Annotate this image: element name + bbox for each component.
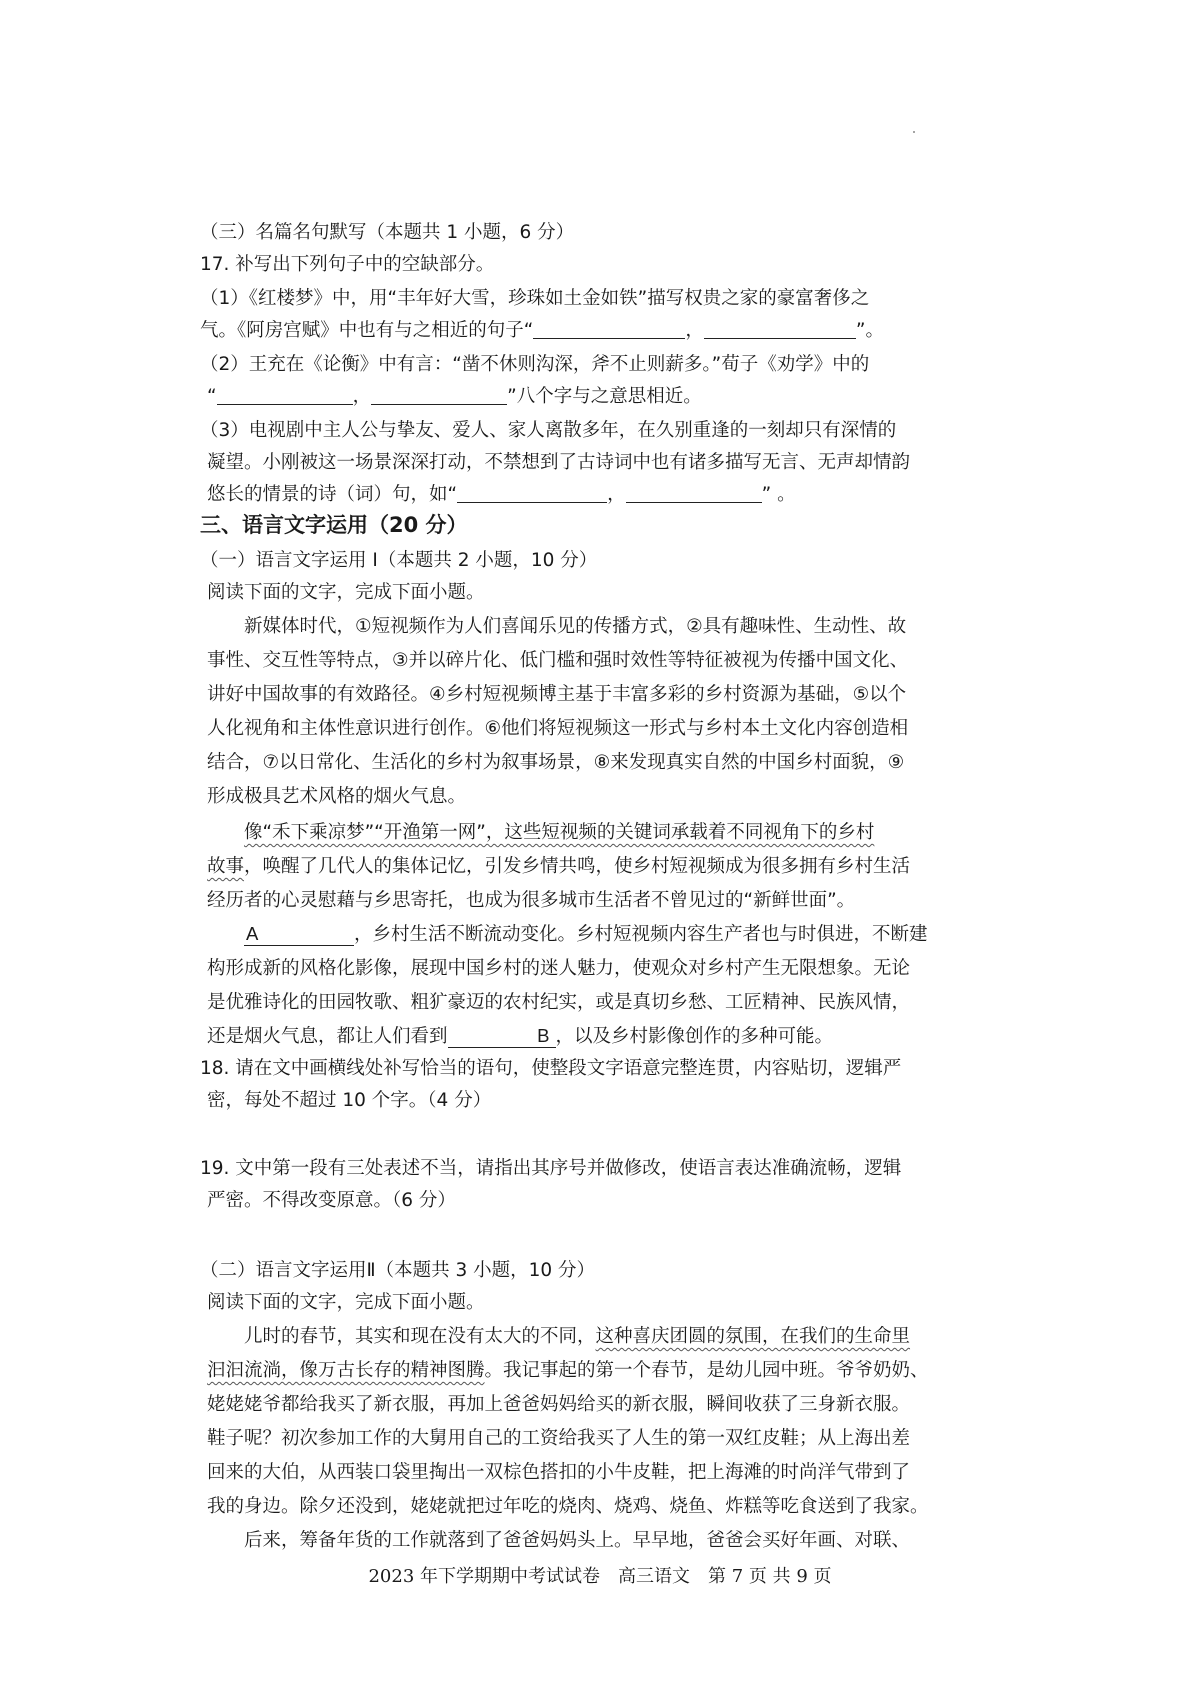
part1-para2-wavy-1: 像“禾下乘凉梦”“开渔第一网”，这些短视频的关键词承载着不同视角下的乡村 (244, 822, 875, 843)
q17-part3-sep: ， (607, 484, 626, 505)
q17-part3-line1: （3）电视剧中主人公与挚友、爱人、家人离散多年，在久别重逢的一刻却只有深情的 (200, 420, 897, 441)
part1-para3-line3: 是优雅诗化的田园牧歌、粗犷豪迈的农村纪实，或是真切乡愁、工匠精神、民族风情， (207, 992, 911, 1013)
part1-para3-line4 (207, 1024, 833, 1050)
q17-part2-blank-1[interactable] (217, 384, 353, 405)
q19-line1: 19. 文中第一段有三处表述不当，请指出其序号并做修改，使语言表达准确流畅，逻辑 (200, 1158, 902, 1179)
corner-dot (913, 131, 915, 133)
section-title: 三、语言文字运用（20 分） (200, 513, 468, 537)
q17-part1-blank-2[interactable] (704, 318, 856, 339)
part2-para1-line4: 鞋子呢？初次参加工作的大舅用自己的工资给我买了人生的第一双红皮鞋；从上海出差 (207, 1428, 911, 1449)
q17-part2-line1: （2）王充在《论衡》中有言：“凿不休则沟深，斧不止则薪多。”荀子《劝学》中的 (200, 354, 870, 375)
part2-intro: 阅读下面的文字，完成下面小题。 (207, 1292, 485, 1313)
part1-para3-pre: 还是烟火气息，都让人们看到 (207, 1026, 448, 1047)
part2-para1-wavy-2: 汩汩流淌，像万古长存的精神图腾 (207, 1360, 485, 1381)
q17-part3-blank-1[interactable] (457, 482, 607, 503)
part1-intro: 阅读下面的文字，完成下面小题。 (207, 582, 485, 603)
q17-part3-blank-2[interactable] (626, 482, 762, 503)
part1-para1-line2: 事性、交互性等特点，③并以碎片化、低门槛和强时效性等特征被视为传播中国文化、 (207, 650, 909, 671)
part1-para1-line6: 形成极具艺术风格的烟火气息。 (207, 786, 467, 807)
q17-part2-pre: “ (207, 386, 217, 407)
part1-title: （一）语言文字运用 I（本题共 2 小题，10 分） (200, 550, 598, 571)
q19-line2: 严密。不得改变原意。（6 分） (207, 1190, 456, 1211)
part2-para1-line6: 我的身边。除夕还没到，姥姥就把过年吃的烧肉、烧鸡、烧鱼、炸糕等吃食送到了我家。 (207, 1496, 929, 1517)
part2-para2-line1: 后来，筹备年货的工作就落到了爸爸妈妈头上。早早地，爸爸会买好年画、对联、 (244, 1530, 911, 1551)
q17-part3-pre: 悠长的情景的诗（词）句，如“ (207, 484, 458, 505)
part1-para3-line2: 构形成新的风格化影像，展现中国乡村的迷人魅力，使观众对乡村产生无限想象。无论 (207, 958, 911, 979)
part2-para1-pre: 儿时的春节，其实和现在没有太大的不同， (244, 1326, 596, 1347)
part1-para3-post: ，以及乡村影像创作的多种可能。 (555, 1026, 834, 1047)
part2-para1-post: 。我记事起的第一个春节，是幼儿园中班。爷爷奶奶、 (484, 1360, 929, 1381)
section3-subheading: （三）名篇名句默写（本题共 1 小题，6 分） (200, 222, 575, 243)
q17-part1-blank-1[interactable] (533, 318, 685, 339)
q17-part2-line2 (207, 384, 702, 410)
part2-para1-line1 (244, 1324, 910, 1350)
q17-part2-post: ”八个字与之意思相近。 (507, 386, 702, 407)
part2-title: （二）语言文字运用Ⅱ（本题共 3 小题，10 分） (200, 1260, 596, 1281)
part1-para3-line1 (244, 922, 928, 948)
q17-part3-line3 (207, 482, 796, 508)
q17-part2-blank-2[interactable] (371, 384, 507, 405)
q17-part3-line2: 凝望。小刚被这一场景深深打动，不禁想到了古诗词中也有诸多描写无言、无声却情韵 (207, 452, 911, 473)
part1-para1-line5: 结合，⑦以日常化、生活化的乡村为叙事场景，⑧来发现真实自然的中国乡村面貌，⑨ (207, 752, 905, 773)
q17-part1-pre: 气。《阿房宫赋》中也有与之相近的句子“ (200, 320, 534, 341)
part1-para1-line4: 人化视角和主体性意识进行创作。⑥他们将短视频这一形式与乡村本土文化内容创造相 (207, 718, 909, 739)
q17-stem: 17. 补写出下列句子中的空缺部分。 (200, 254, 495, 275)
part1-para2-line2 (207, 854, 910, 880)
q17-part1-sep: ， (685, 320, 704, 341)
part1-para2-rest-1: ，唤醒了几代人的集体记忆，引发乡情共鸣，使乡村短视频成为很多拥有乡村生活 (244, 856, 911, 877)
q17-part1-line2 (200, 318, 884, 344)
part1-para2-line3: 经历者的心灵慰藉与乡思寄托，也成为很多城市生活者不曾见过的“新鲜世面”。 (207, 890, 856, 911)
part1-para2-wavy-2: 故事 (207, 856, 245, 877)
q17-part3-post: ” 。 (761, 484, 796, 505)
part1-para2-line1 (244, 820, 874, 846)
q18-line2: 密，每处不超过 10 个字。（4 分） (207, 1090, 492, 1111)
blank-b[interactable]: B (448, 1025, 556, 1048)
part2-para1-line5: 回来的大伯，从西装口袋里掏出一双棕色搭扣的小牛皮鞋，把上海滩的时尚洋气带到了 (207, 1462, 911, 1483)
part1-para3-text-1: ，乡村生活不断流动变化。乡村短视频内容生产者也与时俱进，不断建 (354, 924, 928, 945)
part2-para1-wavy-1: 这种喜庆团圆的氛围，在我们的生命里 (595, 1326, 911, 1347)
q17-part1-post: ”。 (855, 320, 884, 341)
part1-para1-line3: 讲好中国故事的有效路径。④乡村短视频博主基于丰富多彩的乡村资源为基础，⑤以个 (207, 684, 907, 705)
q18-line1: 18. 请在文中画横线处补写恰当的语句，使整段文字语意完整连贯，内容贴切，逻辑严 (200, 1058, 902, 1079)
part1-para1-line1: 新媒体时代，①短视频作为人们喜闻乐见的传播方式，②具有趣味性、生动性、故 (244, 616, 907, 637)
q17-part1-line1: （1）《红楼梦》中，用“丰年好大雪，珍珠如土金如铁”描写权贵之家的豪富奢侈之 (200, 288, 870, 309)
part2-para1-line3: 姥姥姥爷都给我买了新衣服，再加上爸爸妈妈给买的新衣服，瞬间收获了三身新衣服。 (207, 1394, 911, 1415)
part2-para1-line2 (207, 1358, 929, 1384)
page-footer: 2023 年下学期期中考试试卷 高三语文 第 7 页 共 9 页 (368, 1566, 832, 1587)
q17-part2-sep: ， (352, 386, 372, 407)
blank-a[interactable]: A (244, 923, 354, 946)
